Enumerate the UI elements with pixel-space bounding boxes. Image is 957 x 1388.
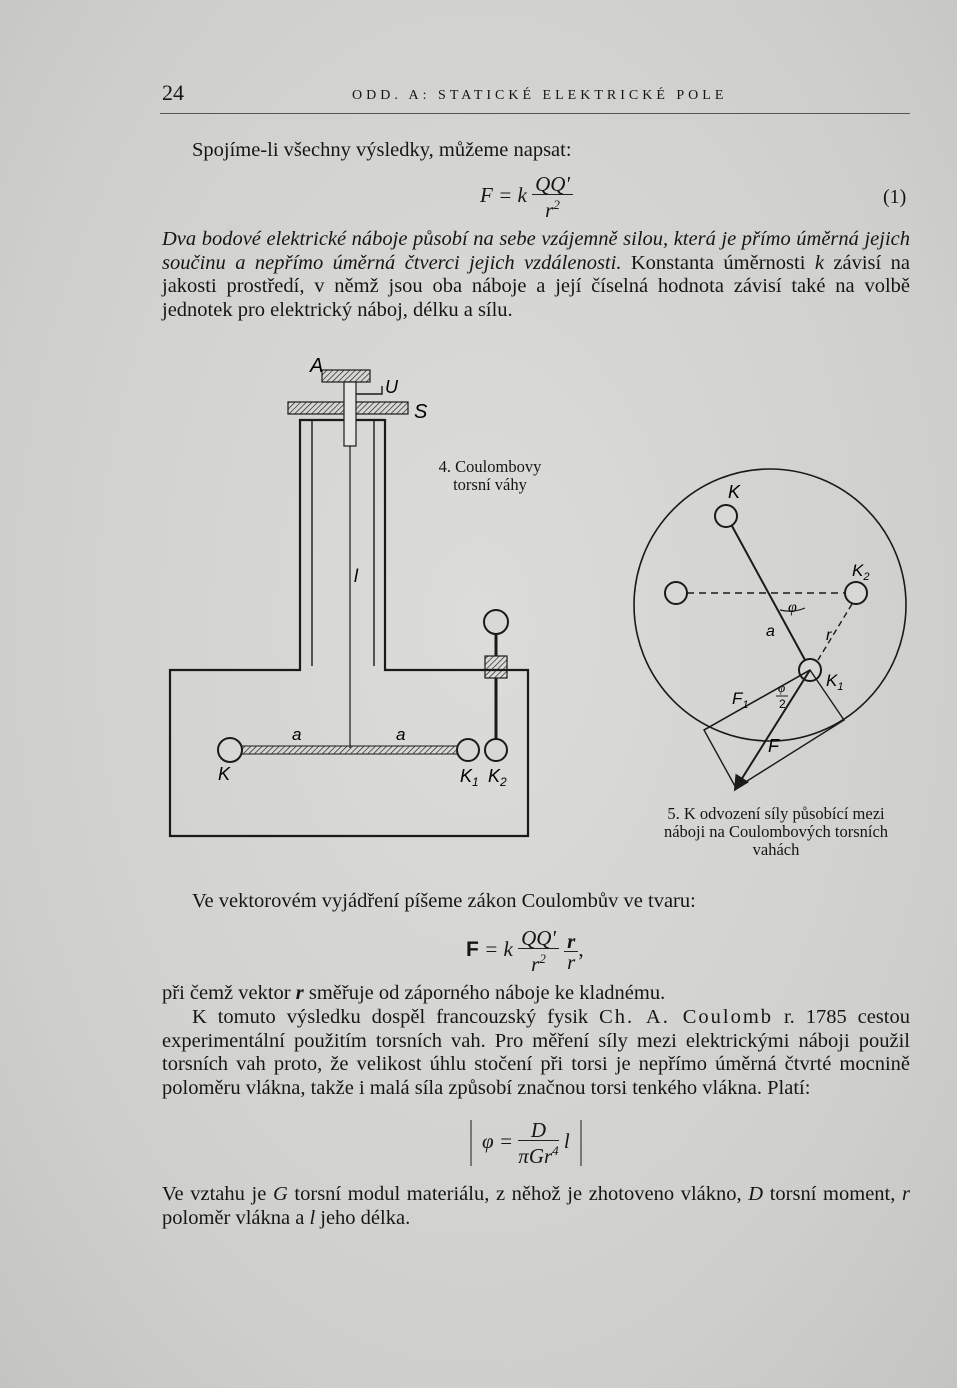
figure-5-caption-line2: náboji na Coulombových torsních	[663, 822, 889, 841]
constant-k: k	[814, 251, 824, 274]
fig5-label-f: F	[768, 736, 779, 756]
ball-k1	[457, 739, 479, 761]
fig5-label-k: K	[728, 482, 741, 502]
eq2-den-exp: 2	[539, 951, 546, 966]
equation-1	[480, 174, 573, 220]
fig5-label-r: r	[826, 627, 832, 644]
eq3-denominator	[518, 1141, 558, 1166]
final-4: poloměr vlákna a	[162, 1206, 310, 1229]
eq2-denominator	[518, 949, 559, 974]
final-1: Ve vztahu je	[162, 1183, 273, 1205]
eq2-fraction	[518, 928, 559, 974]
figure-5-force-diagram	[630, 460, 930, 800]
law-paragraph	[162, 228, 910, 322]
equation-2	[466, 928, 584, 974]
eq3-lhs: φ =	[482, 1128, 514, 1153]
eq1-numerator: QQ'	[532, 174, 573, 195]
fig5-label-k2-sub: 2	[863, 571, 870, 583]
final-2: torsní modul materiálu, z něhož je zhotoveno vlákno,	[287, 1183, 749, 1205]
history-paragraph	[162, 1006, 910, 1100]
vector-note	[162, 982, 665, 1006]
figure-4-caption-line2: torsní váhy	[453, 475, 527, 494]
eq1-den-base: r	[545, 198, 554, 222]
knob-a	[322, 370, 370, 382]
intro-line: Spojíme-li všechny výsledky, můžeme napsat:	[192, 139, 572, 161]
force-f1	[704, 670, 810, 730]
ball-k-top	[715, 505, 737, 527]
eq1-lhs: F = k	[480, 182, 527, 207]
label-l: l	[354, 566, 358, 586]
constant-text-2: závisí na jakosti prostředí, v němž jsou oba náboje a její číselná hodnota závisí také na volbě jednotek pro elektrický náboj, délku a sílu.	[162, 251, 910, 321]
figure-5-caption	[636, 805, 916, 859]
figure-5-caption-line1: 5. K odvození síly působící mezi	[667, 804, 885, 823]
page-number: 24	[162, 80, 184, 105]
label-s: S	[414, 401, 428, 423]
label-a-right: a	[396, 725, 406, 744]
vector-note-r: r	[295, 982, 304, 1004]
vector-note-2: směřuje od záporného náboje ke kladnému.	[303, 982, 666, 1004]
vector-intro: Ve vektorovém vyjádření píšeme zákon Coulombův ve tvaru:	[192, 890, 696, 912]
figure-4-caption	[410, 458, 570, 494]
eq2-numerator: QQ'	[518, 928, 559, 949]
ball-k2	[485, 739, 507, 761]
label-u: U	[385, 377, 398, 397]
label-k1-letter: K	[460, 766, 473, 786]
figure-5-caption-line3: vahách	[752, 840, 800, 859]
eq2-trailing: ,	[578, 936, 584, 961]
equation-1-label: (1)	[883, 186, 907, 208]
eq3-den-base: πGr	[518, 1144, 553, 1168]
eq3-den-exp: 4	[552, 1143, 559, 1158]
final-g: G	[272, 1183, 288, 1205]
rod-bushing	[485, 656, 507, 678]
eq3-factor: l	[563, 1128, 570, 1153]
fig5-label-k1-letter: K	[826, 671, 838, 690]
final-3: torsní moment,	[763, 1183, 903, 1205]
shaft	[344, 382, 356, 446]
top-ball	[484, 610, 508, 634]
force-f	[736, 670, 810, 788]
history-2: r. 1785 cestou experimentální použitím torsních vah. Pro měření síly mezi elektrickými náboji použil torsních vah proto, že velikost úhlu stočení při torsi je nepřímo úměrná čtvrté mocnině poloměru vlákna, takže i malá síla způsobí značnou torsi tenkého vlákna. Platí:	[162, 1006, 910, 1099]
eq3-numerator: D	[518, 1120, 558, 1141]
label-k2	[488, 766, 507, 789]
equation-3	[470, 1120, 582, 1166]
fig5-label-k2-letter: K	[852, 561, 864, 580]
final-r: r	[902, 1183, 910, 1205]
eq3-fraction	[518, 1120, 558, 1166]
eq2-unit-vector	[564, 928, 578, 974]
vector-note-1: při čemž vektor	[162, 982, 296, 1004]
pointer-u	[356, 386, 382, 394]
fig5-label-k1	[826, 671, 843, 693]
ball-k	[218, 738, 242, 762]
fig5-label-phi: φ	[788, 599, 797, 616]
eq1-denominator	[532, 195, 573, 220]
fig5-label-f1-sub: 1	[742, 699, 749, 711]
fig5-label-a: a	[766, 623, 775, 640]
figure-4-caption-line1: 4. Coulombovy	[438, 457, 542, 476]
law-statement: Dva bodové elektrické náboje působí na sebe vzájemně silou, která je přímo úměrná jejich součinu a nepřímo úměrná čtverci jejich vzdálenosti.	[162, 228, 910, 274]
label-k1	[460, 766, 479, 789]
history-1: K tomuto výsledku dospěl francouzský fysik	[192, 1006, 600, 1028]
rotation-circle	[634, 469, 906, 741]
eq2-vec-den: r	[567, 949, 576, 974]
final-5: jeho délka.	[315, 1206, 411, 1229]
ball-k2-fig5	[845, 582, 867, 604]
final-l: l	[309, 1206, 316, 1229]
eq1-den-exp: 2	[553, 197, 560, 212]
final-paragraph	[162, 1183, 910, 1230]
label-k2-sub: 2	[500, 775, 507, 789]
label-k2-letter: K	[488, 766, 501, 786]
constant-text-1: Konstanta úměrnosti	[621, 251, 815, 274]
fig5-label-k1-sub: 1	[837, 681, 844, 693]
header-rule	[160, 113, 910, 114]
dashed-r	[818, 604, 852, 660]
eq2-eq-k: = k	[478, 936, 513, 961]
fig5-label-f1	[732, 689, 749, 711]
fig5-label-f1-letter: F	[732, 689, 743, 708]
final-d: D	[748, 1183, 764, 1205]
label-a-knob: A	[310, 355, 324, 377]
ball-left	[665, 582, 687, 604]
eq2-den-base: r	[531, 952, 540, 976]
label-k: K	[218, 764, 231, 784]
running-head: ODD. A: STATICKÉ ELEKTRICKÉ POLE	[352, 88, 728, 103]
label-k1-sub: 1	[472, 775, 479, 789]
fig5-label-k2	[852, 561, 869, 583]
history-name: Ch. A. Coulomb	[599, 1006, 774, 1028]
eq2-lhs-bold: F	[466, 937, 479, 961]
beam	[242, 746, 464, 754]
eq1-fraction	[532, 174, 573, 220]
eq2-vec-num: r	[564, 931, 578, 952]
figure-4-torsion-balance	[160, 350, 540, 840]
label-a-left: a	[292, 725, 302, 744]
fig5-label-half-phi-num: φ	[778, 680, 786, 695]
fig5-label-half-phi-den: 2	[779, 697, 786, 711]
